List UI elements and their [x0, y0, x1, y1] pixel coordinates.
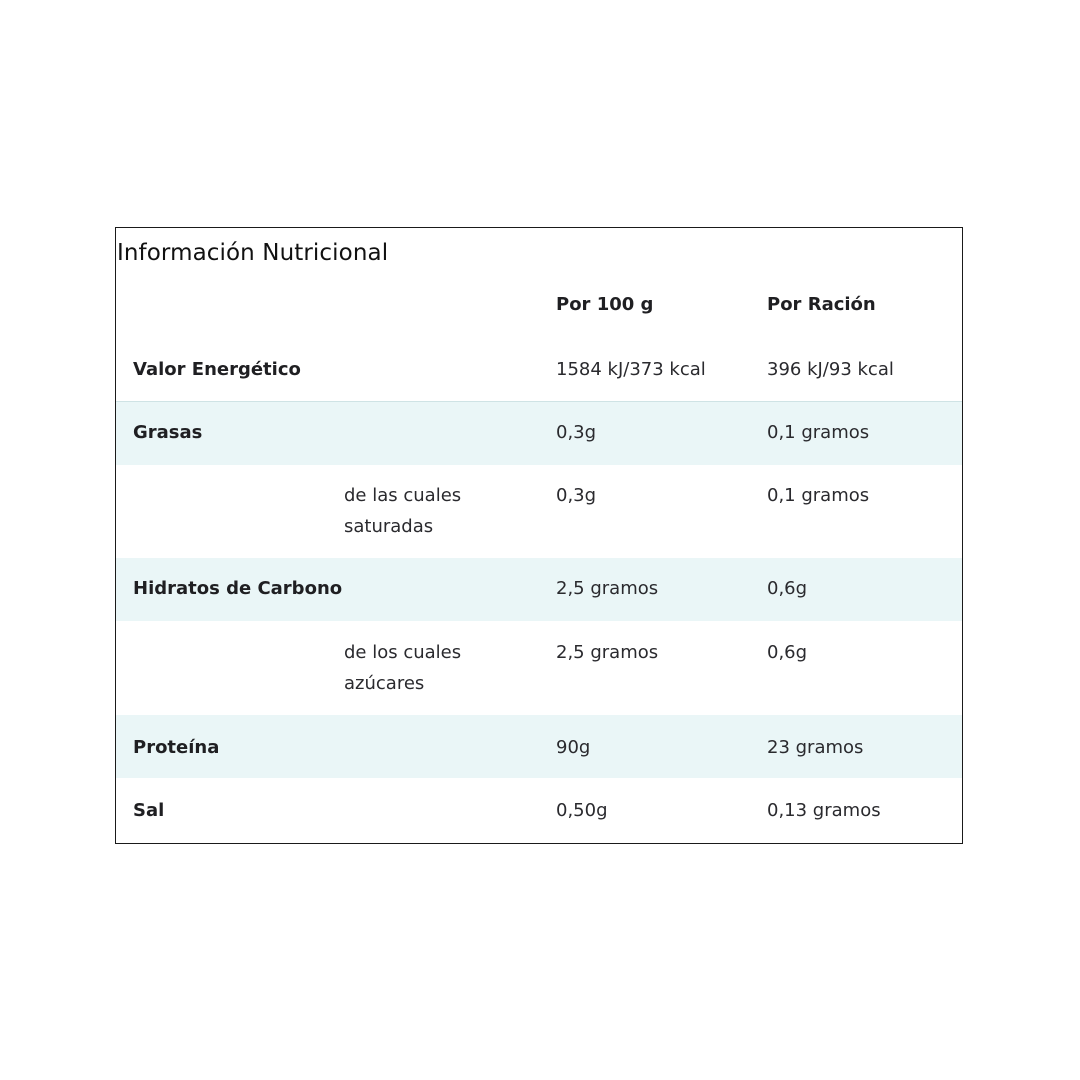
- value-per-serving: 0,13 gramos: [767, 800, 881, 821]
- value-per-100g: 2,5 gramos: [556, 578, 659, 599]
- table-title: Información Nutricional: [117, 240, 389, 266]
- sublabel-line: de las cuales: [344, 485, 462, 506]
- value-per-100g: 2,5 gramos: [556, 642, 659, 663]
- row-label: Grasas: [133, 422, 203, 443]
- value-per-serving: 0,1 gramos: [767, 485, 870, 506]
- row-label: Sal: [133, 800, 165, 821]
- value-per-100g: 1584 kJ/373 kcal: [556, 359, 706, 380]
- value-per-100g: 0,3g: [556, 422, 597, 443]
- sublabel-line: azúcares: [344, 673, 425, 694]
- row-label: Valor Energético: [133, 359, 301, 380]
- nutrition-table: [115, 227, 963, 844]
- value-per-serving: 23 gramos: [767, 737, 864, 758]
- column-header-per-100g: Por 100 g: [556, 294, 654, 315]
- value-per-serving: 0,6g: [767, 578, 808, 599]
- row-label: Proteína: [133, 737, 220, 758]
- value-per-100g: 0,50g: [556, 800, 608, 821]
- table-row-fat: [116, 401, 962, 465]
- value-per-serving: 0,6g: [767, 642, 808, 663]
- sublabel-line: de los cuales: [344, 642, 462, 663]
- table-row-carbohydrates: [116, 558, 962, 621]
- value-per-serving: 396 kJ/93 kcal: [767, 359, 894, 380]
- value-per-serving: 0,1 gramos: [767, 422, 870, 443]
- value-per-100g: 0,3g: [556, 485, 597, 506]
- table-row-sugars: [116, 621, 962, 715]
- table-row-energy: [116, 338, 962, 401]
- table-row-salt: [116, 778, 962, 843]
- table-row-saturated-fat: [116, 465, 962, 558]
- row-sublabel: [344, 480, 514, 542]
- value-per-100g: 90g: [556, 737, 591, 758]
- column-header-per-serving: Por Ración: [767, 294, 876, 315]
- row-sublabel: [344, 637, 514, 699]
- sublabel-line: saturadas: [344, 516, 434, 537]
- row-label: Hidratos de Carbono: [133, 578, 343, 599]
- table-row-protein: [116, 715, 962, 778]
